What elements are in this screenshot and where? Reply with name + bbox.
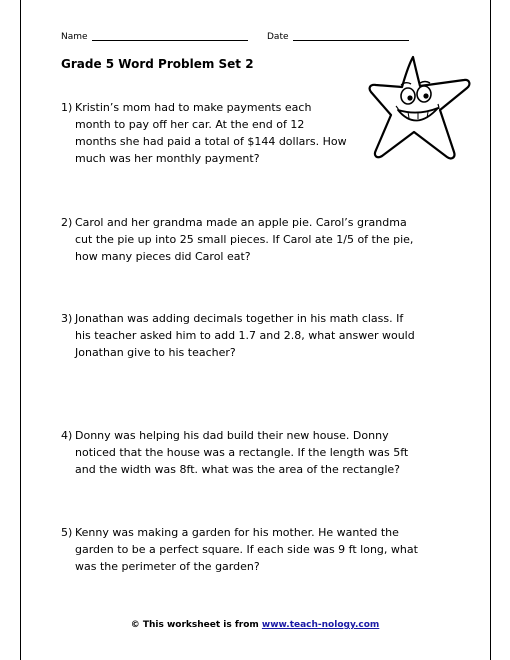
name-label: Name — [61, 32, 88, 42]
page-border-right — [490, 0, 491, 660]
date-field — [267, 30, 409, 43]
problem-line: much was her monthly payment? — [75, 152, 260, 165]
name-blank — [92, 30, 248, 41]
problem-line: garden to be a perfect square. If each side was 9 ft long, what — [75, 543, 418, 556]
problem-line: Carol and her grandma made an apple pie. Carol’s grandma — [75, 216, 407, 229]
problem-number: 5) — [61, 526, 73, 539]
problem-line: cut the pie up into 25 small pieces. If Carol ate 1/5 of the pie, — [75, 233, 414, 246]
problem-line: his teacher asked him to add 1.7 and 2.8, what answer would — [75, 329, 415, 342]
date-label: Date — [267, 32, 289, 42]
footer-prefix: © This worksheet is from — [130, 620, 262, 630]
problem-4 — [61, 427, 408, 478]
problem-number: 1) — [61, 101, 73, 114]
problem-number: 2) — [61, 216, 73, 229]
problem-number: 3) — [61, 312, 73, 325]
problem-line: Jonathan give to his teacher? — [75, 346, 236, 359]
worksheet-title: Grade 5 Word Problem Set 2 — [61, 57, 254, 71]
problem-line: month to pay off her car. At the end of 12 — [75, 118, 305, 131]
problem-line: Kristin’s mom had to make payments each — [75, 101, 312, 114]
problem-2 — [61, 214, 413, 265]
problem-3 — [61, 310, 415, 361]
problem-1 — [61, 99, 347, 167]
smiling-star-icon — [368, 52, 486, 164]
problem-line: months she had paid a total of $144 dollars. How — [75, 135, 347, 148]
page-border-left — [20, 0, 21, 660]
problem-line: how many pieces did Carol eat? — [75, 250, 251, 263]
date-blank — [293, 30, 409, 41]
problem-5 — [61, 524, 418, 575]
name-field — [61, 30, 248, 43]
problem-line: was the perimeter of the garden? — [75, 560, 260, 573]
problem-line: Kenny was making a garden for his mother. He wanted the — [75, 526, 399, 539]
problem-number: 4) — [61, 429, 73, 442]
problem-line: and the width was 8ft. what was the area of the rectangle? — [75, 463, 400, 476]
footer-credit — [0, 619, 510, 631]
problem-line: Donny was helping his dad build their new house. Donny — [75, 429, 389, 442]
footer-link[interactable]: www.teach-nology.com — [261, 620, 380, 630]
problem-line: noticed that the house was a rectangle. If the length was 5ft — [75, 446, 409, 459]
problem-line: Jonathan was adding decimals together in his math class. If — [75, 312, 404, 325]
